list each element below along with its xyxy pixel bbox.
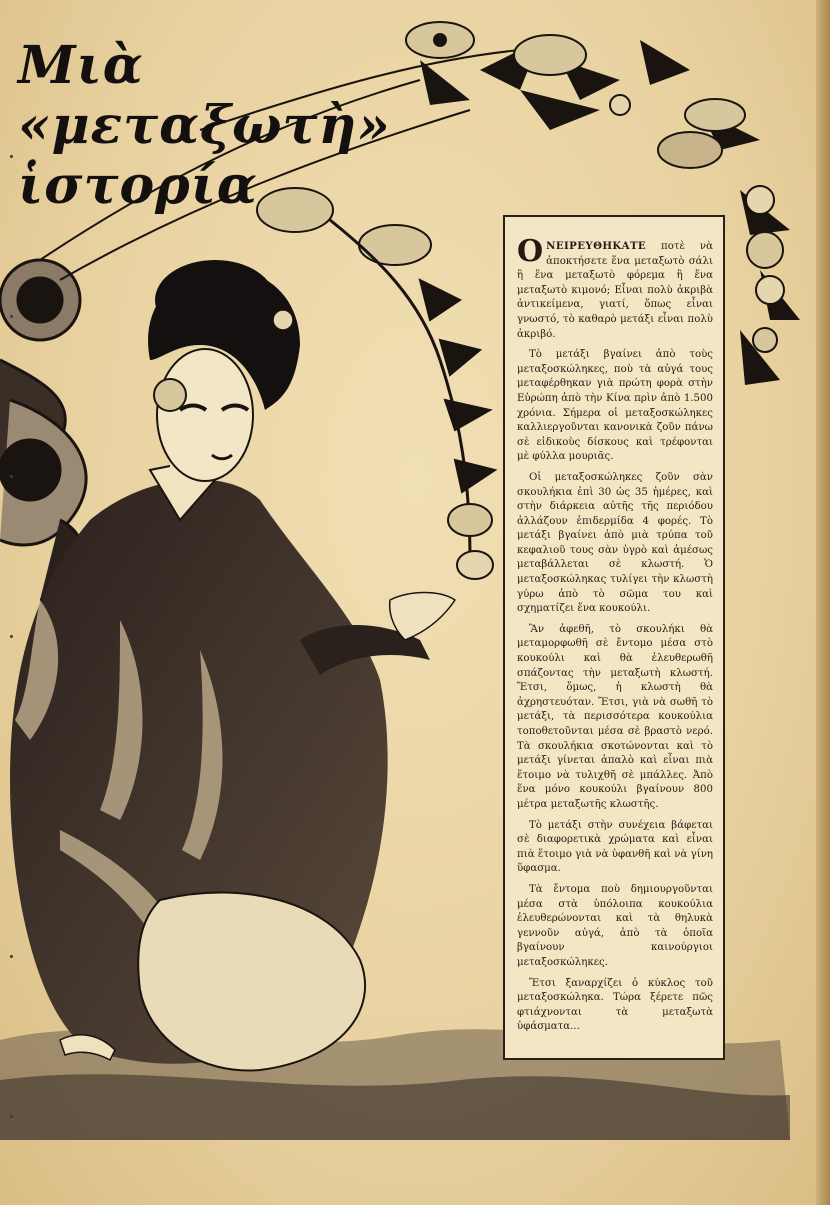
title-line-2: «μεταξωτὴ»: [18, 95, 391, 156]
paragraph-6: Τὰ ἔντομα ποὺ δημιουργοῦνται μέσα στὰ ὑπόλοιπα κουκούλια ἐλευθερώνονται καὶ τὰ θηλυκὰ γεννοῦν αὐγά, ἀπὸ τὰ ὁποῖα βγαίνουν καινούργιοι μεταξοσκώληκες.: [517, 883, 713, 968]
paragraph-5: Τὸ μετάξι στὴν συνέχεια βάφεται σὲ διαφορετικὰ χρώματα καὶ εἶναι πιὰ ἕτοιμο γιὰ νὰ ὑφανθῆ καὶ νὰ γίνη ὕφασμα.: [517, 819, 713, 875]
page-title: [18, 35, 391, 220]
article-box: [503, 215, 725, 1060]
paragraph-1-text: ποτὲ νὰ ἀποκτήσετε ἕνα μεταξωτὸ σάλι ἢ ἕνα μεταξωτὸ φόρεμα ἢ ἕνα μεταξωτὸ κιμονό; Εἶναι πολὺ ἀκριβὰ ἀντικείμενα, γιατί, ὅπως εἶναι γνωστό, τὸ καθαρὸ μετάξι εἶναι πολὺ ἀκριβό.: [517, 241, 713, 340]
paragraph-7: Ἔτσι ξαναρχίζει ὁ κύκλος τοῦ μεταξοσκώληκα. Τώρα ξέρετε πῶς φτιάχνονται τὰ μεταξωτὰ ὑφάσματα...: [517, 977, 713, 1033]
paragraph-3: Οἱ μεταξοσκώληκες ζοῦν σὰν σκουλήκια ἐπὶ 30 ὡς 35 ἡμέρες, καὶ στὴν διάρκεια αὐτῆς τῆς περιόδου ἀλλάζουν ἐπιδερμίδα 4 φορές. Τὸ μετάξι βγαίνει ἀπὸ μιὰ τρύπα τοῦ κεφαλιοῦ τους σὰν ὑγρὸ καὶ ἀμέσως μεταβάλλεται σὲ κλωστή. Ὁ μεταξοσκώληκας τυλίγει τὴν κλωστὴ γύρω ἀπὸ τὸ σῶμα του καὶ σχηματίζει ἕνα κουκούλι.: [517, 471, 713, 615]
paragraph-1: [517, 234, 713, 342]
page-edge: [816, 0, 830, 1205]
title-line-3: ἱστορία: [18, 155, 258, 216]
drop-cap: Ο: [517, 234, 544, 269]
article-text: [517, 234, 713, 1035]
lead-word: ΝΕΙΡΕΥΘΗΚΑΤΕ: [546, 240, 647, 252]
paragraph-4: Ἂν ἀφεθῆ, τὸ σκουλήκι θὰ μεταμορφωθῆ σὲ ἔντομο μέσα στὸ κουκούλι καὶ θὰ ἐλευθερωθῆ σπάζοντας τὴν μεταξωτὴ κλωστή. Ἔτσι, ὅμως, ἡ κλωστὴ θὰ ἀχρηστευόταν. Ἔτσι, γιὰ νὰ σωθῆ τὸ μετάξι, τὰ περισσότερα κουκούλια τοποθετοῦνται μέσα σὲ βραστὸ νερό. Τὰ σκουλήκια σκοτώνονται καὶ τὸ μετάξι γίνεται ἁπαλὸ καὶ εἶναι πιὰ ἕτοιμο νὰ τυλιχθῆ σὲ μπάλλες. Ἀπὸ ἕνα μόνο κουκούλι βγαίνουν 800 μέτρα μεταξωτῆς κλωστῆς.: [517, 623, 713, 810]
paragraph-2: Τὸ μετάξι βγαίνει ἀπὸ τοὺς μεταξοσκώληκες, ποὺ τὰ αὐγά τους μεταφέρθηκαν γιὰ πρώτη φορὰ στὴν Εὐρώπη ἀπὸ τὴν Κίνα πρὶν ἀπὸ 1.500 χρόνια. Σήμερα οἱ μεταξοσκώληκες καλλιεργοῦνται κανονικὰ ζοῦν πάνω σὲ εἰδικοὺς δίσκους καὶ τρέφονται μὲ φύλλα μουριᾶς.: [517, 349, 713, 463]
title-line-1: Μιὰ: [18, 35, 144, 96]
